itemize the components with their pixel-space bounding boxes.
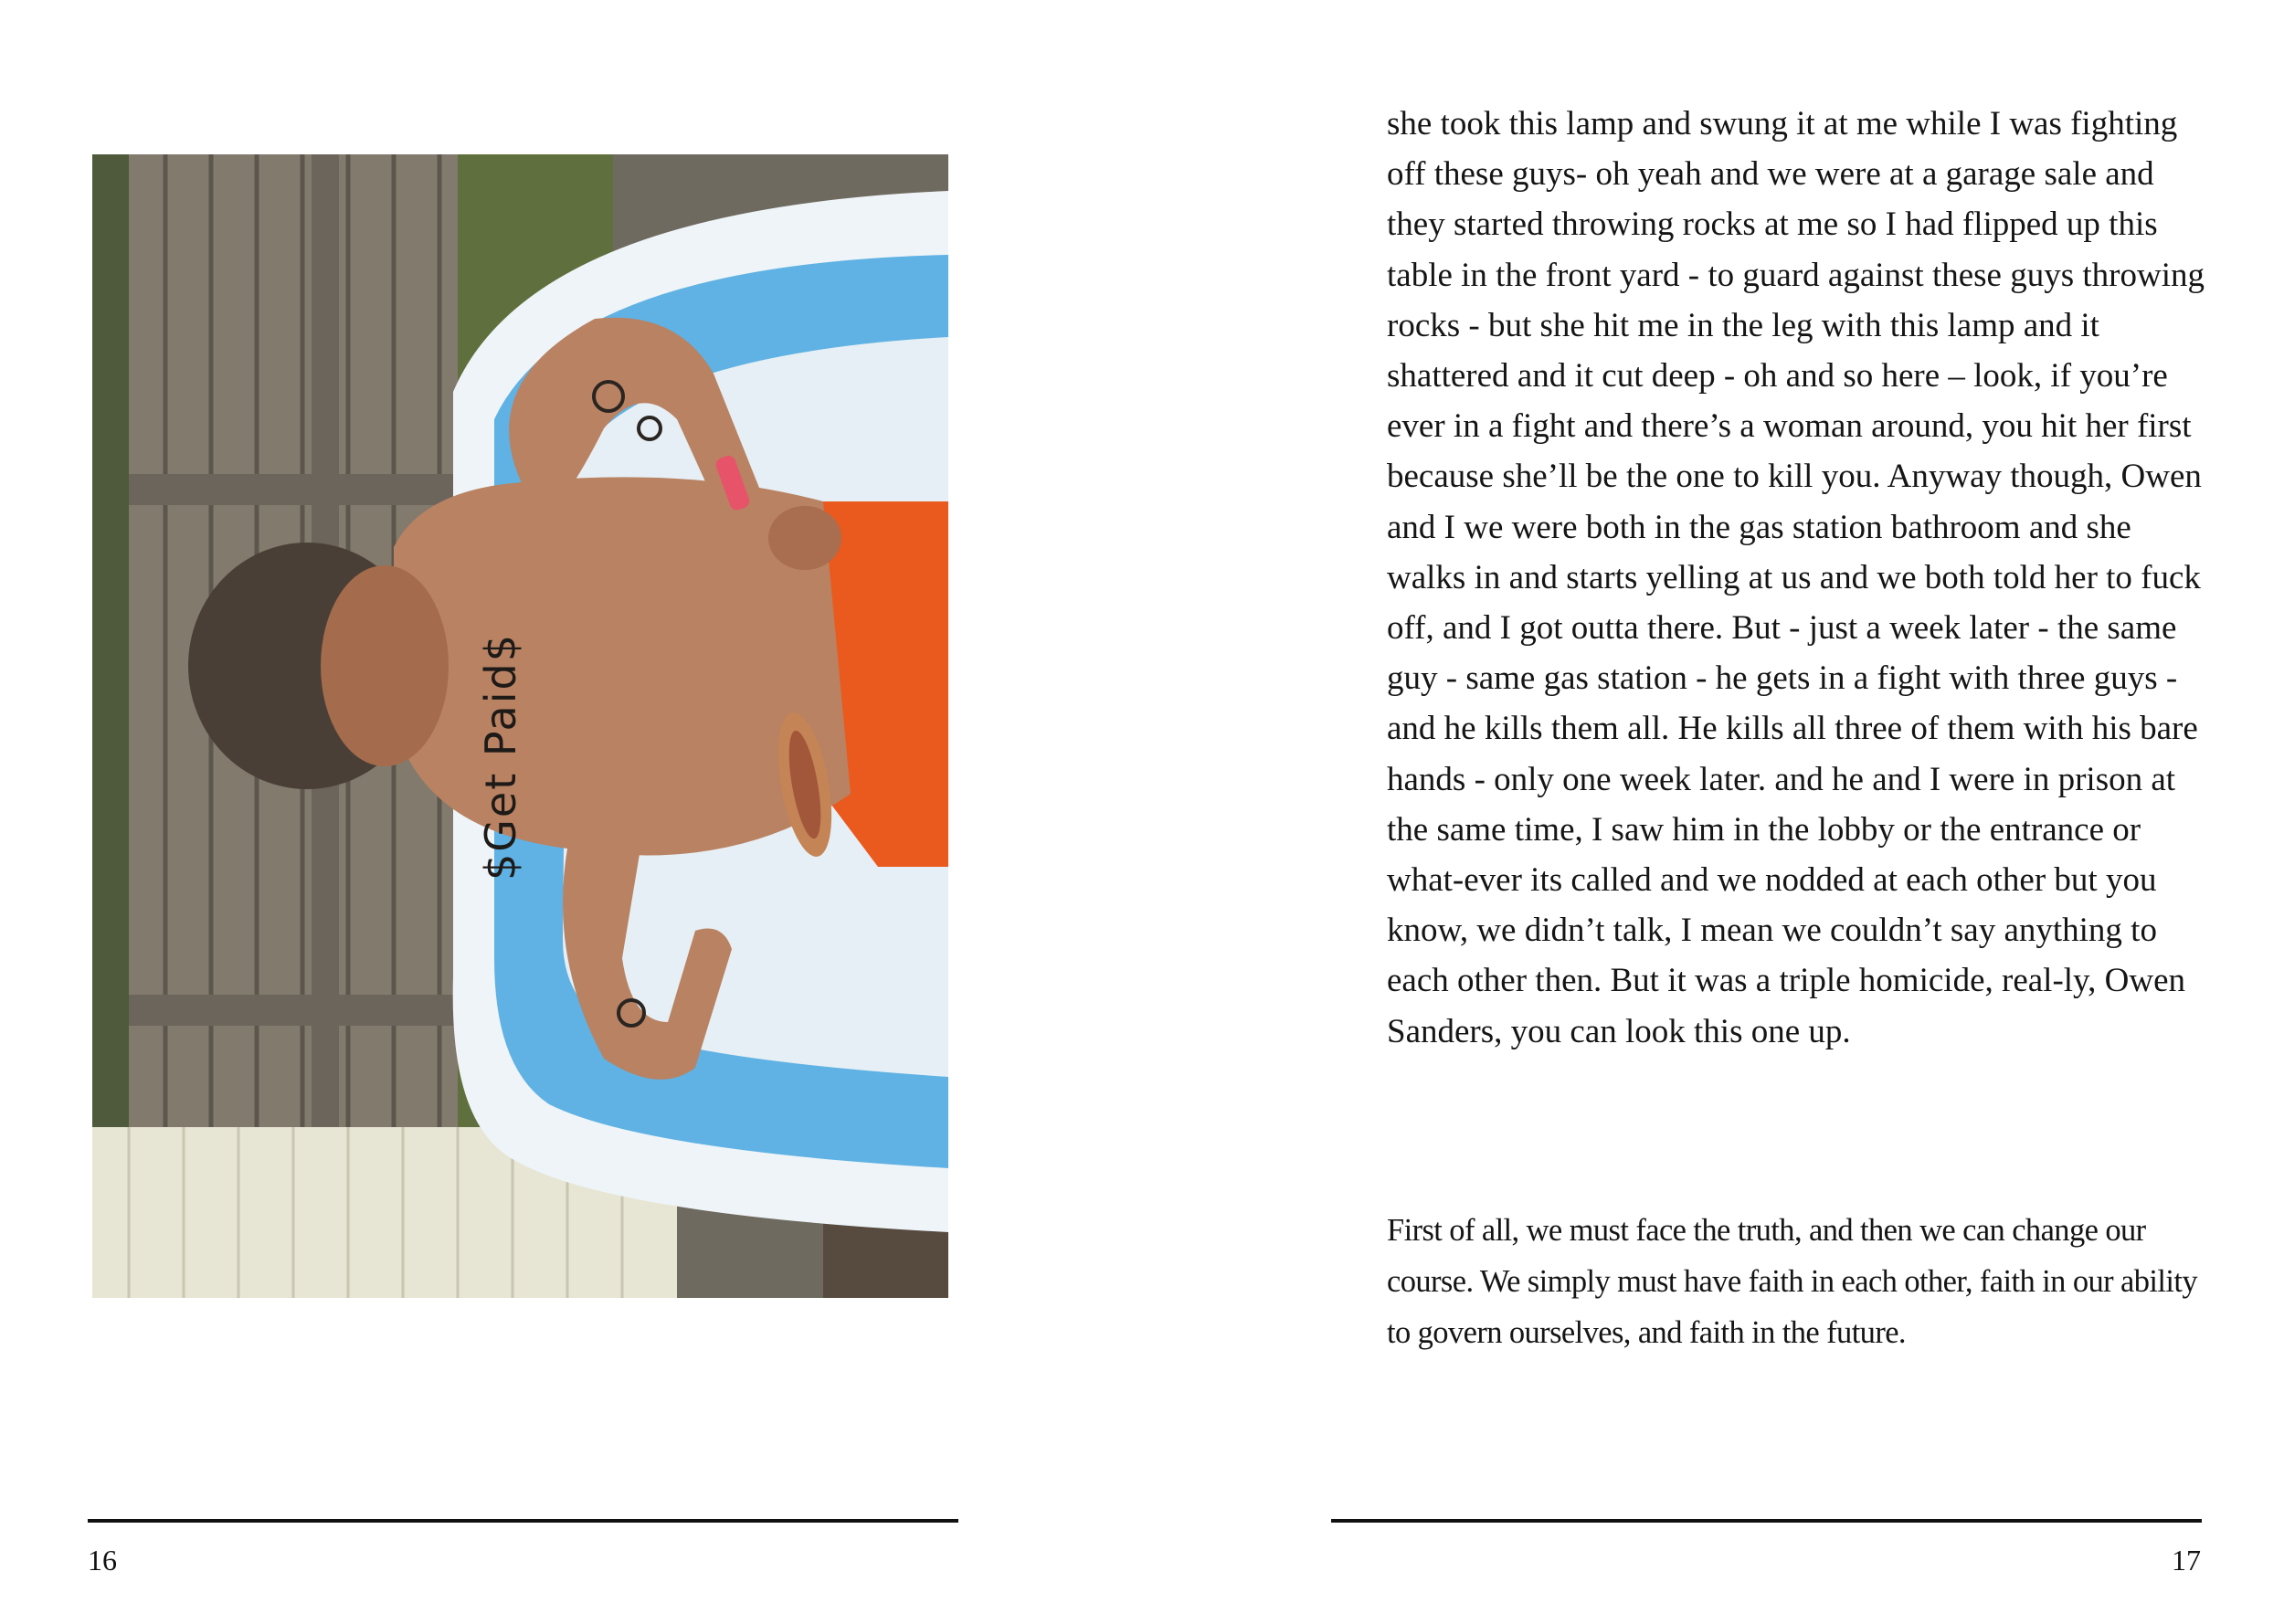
body-paragraph: she took this lamp and swung it at me while I was fighting off these guys- oh yeah and we were at a garage sale and they started throwing rocks at me so I had flipped up this table in the front yard - to guard against these guys throwing rocks - but she hit me in the leg with this lamp and it shattered and it cut deep - oh and so here – look, if you’re ever in a fight and there’s a woman around, you hit her first because she’ll be the one to kill you. Anyway though, Owen and I we were both in the gas station bathroom and she walks in and starts yelling at us and we both told her to fuck off, and I got outta there. But - just a week later - the same guy - same gas station - he gets in a fight with three guys - and he kills them all. He kills all three of them with his bare hands - only one week later. and he and I were in prison at the same time, I saw him in the lobby or the entrance or what-ever its called and we nodded at each other but you know, we didn’t talk, I mean we couldn’t say anything to each other then. But it was a triple homicide, real-ly, Owen Sanders, you can look this one up. xyxy=(1387,105,2205,1050)
page-number-right: 17 xyxy=(2172,1544,2201,1577)
quote-paragraph: First of all, we must face the truth, and then we can change our course. We simply must have faith in each other, faith in our ability to govern ourselves, and faith in the future. xyxy=(1387,1213,2197,1350)
bottom-rule-left xyxy=(88,1519,958,1523)
back-tattoo: $Get Paid$ xyxy=(476,633,525,881)
bottom-rule-right xyxy=(1331,1519,2202,1523)
photo xyxy=(92,154,948,1298)
right-page xyxy=(1142,0,2284,1624)
page-number-left: 16 xyxy=(88,1544,117,1577)
